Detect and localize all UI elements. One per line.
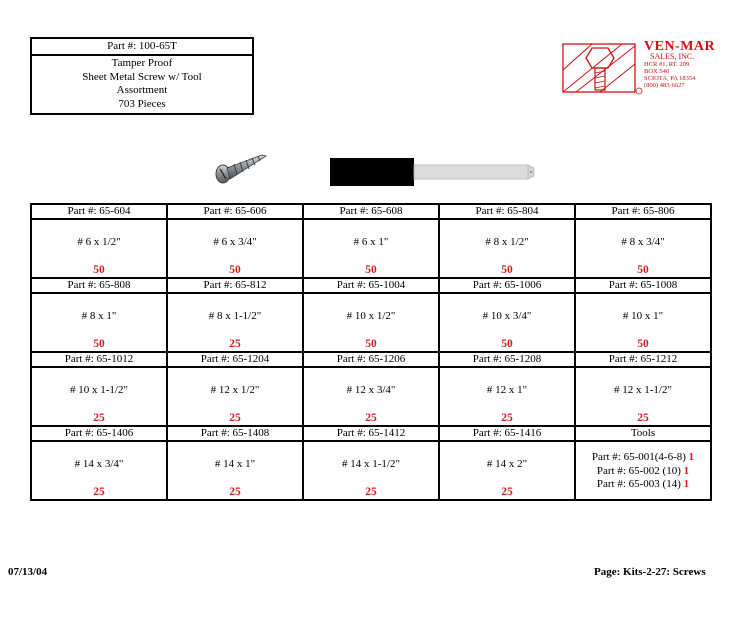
- tools-list: [576, 451, 710, 492]
- quantity: 50: [229, 264, 241, 276]
- screw-size: # 14 x 2": [486, 458, 528, 470]
- part-number-cell: Part #: 65-806: [575, 204, 711, 219]
- part-cell: [167, 219, 303, 278]
- screw-size: # 10 x 1/2": [346, 310, 396, 322]
- part-header-row: [31, 352, 711, 367]
- part-number-cell: Part #: 65-812: [167, 278, 303, 293]
- quantity: 25: [229, 486, 241, 498]
- part-cell: [439, 441, 575, 500]
- part-cell: [303, 367, 439, 426]
- quantity: 25: [229, 338, 241, 350]
- part-cell: [31, 293, 167, 352]
- part-number-cell: Part #: 65-1012: [31, 352, 167, 367]
- quantity: 50: [365, 264, 377, 276]
- logo-name: VEN-MAR: [644, 39, 716, 54]
- logo-subtitle: SALES, INC.: [650, 52, 695, 61]
- quantity: 25: [365, 412, 377, 424]
- screw-size: # 12 x 1/2": [210, 384, 260, 396]
- screw-icon: [214, 150, 270, 186]
- part-cell: [167, 293, 303, 352]
- part-number-cell: Part #: 65-1208: [439, 352, 575, 367]
- logo-text: [644, 40, 715, 89]
- screw-size: # 14 x 3/4": [74, 458, 124, 470]
- logo-address-line: HCR #1, RT. 209: [644, 61, 690, 68]
- part-data-row: [31, 219, 711, 278]
- screw-size: # 14 x 1": [214, 458, 256, 470]
- part-number-cell: Part #: 65-808: [31, 278, 167, 293]
- screw-size: # 8 x 1": [81, 310, 117, 322]
- part-number-cell: Part #: 65-1008: [575, 278, 711, 293]
- screw-size: # 8 x 1-1/2": [208, 310, 262, 322]
- logo-address-line: (800) 483-6627: [644, 82, 685, 89]
- tool-quantity: 1: [683, 464, 690, 477]
- quantity: 25: [229, 412, 241, 424]
- part-cell: [31, 219, 167, 278]
- tool-quantity: 1: [688, 451, 695, 463]
- screw-size: # 14 x 1-1/2": [342, 458, 400, 470]
- part-cell: [167, 441, 303, 500]
- part-cell: [303, 219, 439, 278]
- part-number-cell: Part #: 65-1212: [575, 352, 711, 367]
- part-number-cell: Part #: 65-1406: [31, 426, 167, 441]
- driver-bit-icon: [330, 158, 542, 186]
- quantity: 25: [365, 486, 377, 498]
- screw-size: # 6 x 1/2": [77, 236, 121, 248]
- logo-address-line: SCIOTA, PA 18354: [644, 75, 696, 82]
- quantity: 25: [93, 412, 105, 424]
- part-number-cell: Part #: 65-1206: [303, 352, 439, 367]
- tool-item: [576, 465, 710, 479]
- part-cell: [31, 441, 167, 500]
- quantity: 50: [501, 264, 513, 276]
- part-number-cell: Part #: 65-1408: [167, 426, 303, 441]
- part-number-cell: Part #: 65-804: [439, 204, 575, 219]
- quantity: 25: [501, 412, 513, 424]
- screw-size: # 8 x 1/2": [485, 236, 529, 248]
- part-cell: [575, 219, 711, 278]
- kit-part-number: Part #: 100-65T: [32, 39, 252, 56]
- part-data-row: [31, 293, 711, 352]
- screw-size: # 10 x 3/4": [482, 310, 532, 322]
- part-header-row: [31, 426, 711, 441]
- part-number-cell: Part #: 65-1412: [303, 426, 439, 441]
- quantity: 50: [637, 338, 649, 350]
- kit-description: [32, 56, 252, 113]
- part-number-cell: Part #: 65-608: [303, 204, 439, 219]
- part-cell: [167, 367, 303, 426]
- kit-description-line: Tamper Proof: [111, 57, 173, 69]
- logo-address-line: BOX 540: [644, 68, 670, 75]
- part-number-cell: Part #: 65-604: [31, 204, 167, 219]
- screw-size: # 6 x 3/4": [213, 236, 257, 248]
- parts-table: [30, 203, 712, 501]
- tool-part: Part #: 65-001(4-6-8): [591, 451, 686, 463]
- part-cell: [439, 293, 575, 352]
- logo-mark-icon: [562, 40, 644, 96]
- quantity: 25: [637, 412, 649, 424]
- footer-page-label: Page: Kits-2-27: Screws: [594, 566, 706, 578]
- kit-description-line: Sheet Metal Screw w/ Tool: [82, 70, 202, 83]
- part-number-cell: Part #: 65-1204: [167, 352, 303, 367]
- part-cell: [575, 293, 711, 352]
- part-number-cell: Part #: 65-1006: [439, 278, 575, 293]
- tool-quantity: 1: [683, 478, 690, 490]
- quantity: 50: [637, 264, 649, 276]
- part-cell: [575, 367, 711, 426]
- part-header-row: [31, 278, 711, 293]
- quantity: 25: [93, 486, 105, 498]
- part-data-row: [31, 367, 711, 426]
- quantity: 50: [501, 338, 513, 350]
- tools-cell: [575, 441, 711, 500]
- quantity: 50: [93, 264, 105, 276]
- company-logo: [562, 40, 742, 96]
- footer-date: 07/13/04: [8, 566, 48, 578]
- screw-size: # 10 x 1": [622, 310, 664, 322]
- part-number-cell: Part #: 65-606: [167, 204, 303, 219]
- part-header-row: [31, 204, 711, 219]
- kit-title-box: [30, 37, 254, 115]
- tool-part: Part #: 65-003 (14): [596, 478, 681, 490]
- part-cell: [31, 367, 167, 426]
- screw-size: # 12 x 3/4": [346, 384, 396, 396]
- screw-size: # 6 x 1": [353, 236, 389, 248]
- kit-description-line: Assortment: [116, 84, 168, 96]
- screw-size: # 12 x 1-1/2": [614, 384, 672, 396]
- screw-size: # 8 x 3/4": [621, 236, 665, 248]
- tool-part: Part #: 65-002 (10): [596, 464, 681, 477]
- kit-description-line: 703 Pieces: [118, 97, 166, 110]
- part-cell: [439, 367, 575, 426]
- tool-item: [576, 451, 710, 465]
- screw-size: # 10 x 1-1/2": [70, 384, 128, 396]
- part-cell: [303, 441, 439, 500]
- tool-item: [576, 478, 710, 492]
- tools-header-cell: Tools: [575, 426, 711, 441]
- part-data-row: [31, 441, 711, 500]
- part-number-cell: Part #: 65-1416: [439, 426, 575, 441]
- quantity: 50: [365, 338, 377, 350]
- quantity: 25: [501, 486, 513, 498]
- part-number-cell: Part #: 65-1004: [303, 278, 439, 293]
- part-cell: [303, 293, 439, 352]
- part-cell: [439, 219, 575, 278]
- quantity: 50: [93, 338, 105, 350]
- screw-size: # 12 x 1": [486, 384, 528, 396]
